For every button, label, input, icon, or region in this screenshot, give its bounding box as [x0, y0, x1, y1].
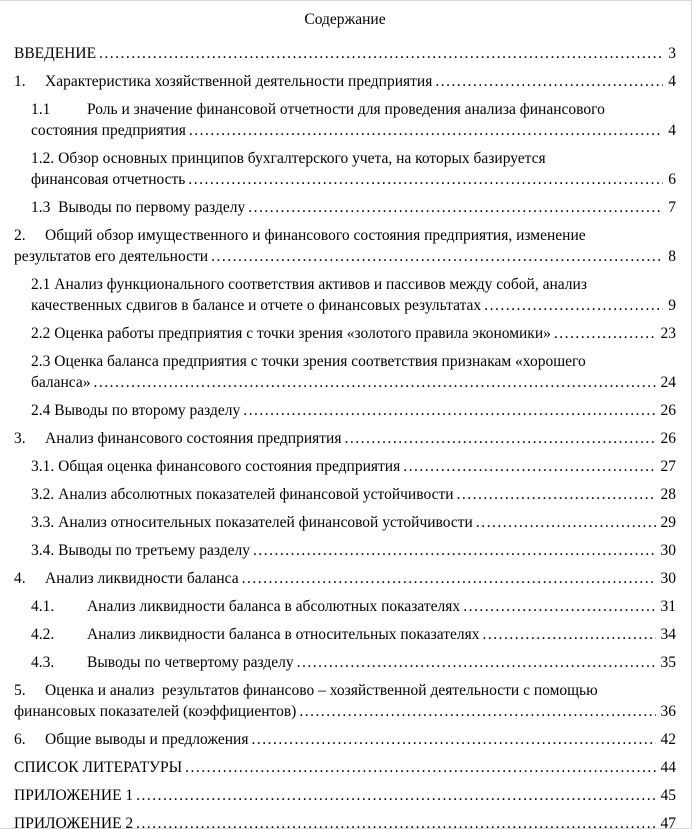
dot-leader: [185, 757, 655, 778]
toc-entry-text: Общий обзор имущественного и финансового состояния предприятия, изменение: [45, 227, 586, 244]
toc-entry-line: [31, 295, 676, 316]
toc-entry-line: [14, 757, 676, 778]
toc-entry[interactable]: [14, 512, 676, 533]
toc-page-number: 30: [660, 570, 676, 587]
toc-entry-line: [31, 652, 676, 673]
dot-leader: [94, 372, 656, 393]
toc-page-number: 4: [668, 73, 676, 90]
toc-entry-text: 1.2. Обзор основных принципов бухгалтерского учета, на которых базируется: [31, 150, 546, 167]
toc-entry-text: ВВЕДЕНИЕ: [14, 45, 97, 62]
toc-entry-line: [31, 372, 676, 393]
toc-entry[interactable]: [14, 568, 676, 589]
toc-page-number: 30: [660, 542, 676, 559]
toc-entry-line: [14, 43, 676, 64]
toc-entry[interactable]: [14, 274, 676, 316]
toc-entry-line: [14, 225, 676, 246]
toc-page-number: 24: [660, 374, 676, 391]
toc-entry-text: баланса»: [31, 374, 91, 391]
dot-leader: [482, 624, 655, 645]
toc-entry-number: 2.: [14, 227, 26, 244]
toc-entry-line: [31, 120, 676, 141]
toc-entry-text: 1.3 Выводы по первому разделу: [31, 199, 246, 216]
toc-entry-text: 2.1 Анализ функционального соответствия активов и пассивов между собой, анализ: [31, 276, 587, 293]
toc-entry-text: Выводы по четвертому разделу: [87, 654, 294, 671]
toc-entry-line: [31, 99, 676, 120]
toc-entry-line: [31, 400, 676, 421]
toc-entry-number: 4.: [14, 570, 26, 587]
toc-entry-number: 5.: [14, 682, 26, 699]
toc-entry-text: Анализ ликвидности баланса в относительных показателях: [87, 626, 480, 643]
toc-page-number: 29: [660, 514, 676, 531]
toc-page-number: 4: [668, 122, 676, 139]
toc-entry-line: [14, 785, 676, 806]
toc-entry-line: [14, 729, 676, 750]
toc-entry-number: 4.3.: [31, 654, 55, 671]
dot-leader: [297, 652, 656, 673]
toc-entry-text: финансовых показателей (коэффициентов): [14, 703, 297, 720]
toc-entry-text: Анализ финансового состояния предприятия: [45, 430, 342, 447]
toc-entry-line: [14, 246, 676, 267]
toc-page-number: 6: [668, 171, 676, 188]
toc-entry-line: [31, 512, 676, 533]
toc-entry[interactable]: [14, 148, 676, 190]
toc-entry-text: Роль и значение финансовой отчетности для проведения анализа финансового: [87, 101, 605, 118]
toc-page-number: 45: [660, 787, 676, 804]
dot-leader: [136, 785, 655, 806]
toc-entry-line: [14, 813, 676, 829]
dot-leader: [248, 197, 663, 218]
toc-page-number: 36: [660, 703, 676, 720]
toc-entry[interactable]: [14, 813, 676, 829]
toc-entry-number: 4.2.: [31, 626, 55, 643]
toc-entry-line: [31, 274, 676, 295]
toc-entry-text: СПИСОК ЛИТЕРАТУРЫ: [14, 759, 183, 776]
toc-entry-line: [31, 197, 676, 218]
toc-entry-line: [14, 428, 676, 449]
toc-page-number: 26: [660, 430, 676, 447]
dot-leader: [484, 295, 663, 316]
dot-leader: [188, 169, 663, 190]
toc-entry[interactable]: [14, 484, 676, 505]
dot-leader: [299, 701, 655, 722]
toc-entry-line: [31, 540, 676, 561]
toc-entry-text: 3.1. Общая оценка финансового состояния предприятия: [31, 458, 401, 475]
toc-entry-number: 6.: [14, 731, 26, 748]
toc-entry-line: [31, 323, 676, 344]
toc-entry-line: [31, 596, 676, 617]
dot-leader: [253, 540, 656, 561]
dot-leader: [403, 456, 655, 477]
toc-entry[interactable]: [14, 624, 676, 645]
toc-entry-text: 3.4. Выводы по третьему разделу: [31, 542, 250, 559]
toc-entry-line: [31, 169, 676, 190]
toc-entry-line: [31, 484, 676, 505]
toc-entry-line: [31, 624, 676, 645]
toc-entry[interactable]: [14, 652, 676, 673]
dot-leader: [211, 246, 663, 267]
toc-entry-text: результатов его деятельности: [14, 248, 209, 265]
toc-entry[interactable]: [14, 400, 676, 421]
toc-entry-text: состояния предприятия: [31, 122, 186, 139]
toc-entry[interactable]: [14, 225, 676, 267]
toc-entry-text: Характеристика хозяйственной деятельности предприятия: [45, 73, 433, 90]
toc-entry-line: [31, 148, 676, 169]
toc-entry-line: [31, 456, 676, 477]
toc-page-number: 27: [660, 458, 676, 475]
toc-entry[interactable]: [14, 456, 676, 477]
toc-page-number: 34: [660, 626, 676, 643]
toc-page-number: 7: [668, 199, 676, 216]
toc-entry[interactable]: [14, 596, 676, 617]
toc-page-number: 26: [660, 402, 676, 419]
toc-entry[interactable]: [14, 71, 676, 92]
dot-leader: [99, 43, 663, 64]
toc-entry[interactable]: [14, 785, 676, 806]
toc-entry-line: [14, 568, 676, 589]
toc-entry-text: качественных сдвигов в балансе и отчете о финансовых результатах: [31, 297, 482, 314]
dot-leader: [463, 596, 655, 617]
dot-leader: [457, 484, 656, 505]
toc-entry-text: Анализ ликвидности баланса в абсолютных показателях: [87, 598, 461, 615]
toc-entry-line: [31, 351, 676, 372]
toc-page-number: 28: [660, 486, 676, 503]
page-title: Содержание: [304, 11, 386, 28]
toc-page-number: 47: [660, 815, 676, 829]
toc-entry-number: 1.1: [31, 101, 51, 118]
toc-page-number: 23: [660, 325, 676, 342]
toc-entry-line: [14, 680, 676, 701]
toc-entry[interactable]: [14, 323, 676, 344]
toc-entry-text: Общие выводы и предложения: [45, 731, 249, 748]
toc-entry[interactable]: [14, 351, 676, 393]
toc-entry-line: [14, 701, 676, 722]
toc-page-number: 9: [668, 297, 676, 314]
toc-entry-text: Анализ ликвидности баланса: [45, 570, 239, 587]
dot-leader: [476, 512, 656, 533]
toc-entry[interactable]: [14, 540, 676, 561]
toc-entry-number: 1.: [14, 73, 26, 90]
toc-entry[interactable]: [14, 99, 676, 141]
toc-page-number: 8: [668, 248, 676, 265]
dot-leader: [251, 729, 655, 750]
toc-page-number: 31: [660, 598, 676, 615]
dot-leader: [243, 400, 655, 421]
toc-entry-text: 2.2 Оценка работы предприятия с точки зрения «золотого правила экономики»: [31, 325, 551, 342]
toc-entry[interactable]: [14, 428, 676, 449]
dot-leader: [344, 428, 655, 449]
toc-entry-number: 4.1.: [31, 598, 55, 615]
dot-leader: [242, 568, 656, 589]
toc-page-number: 3: [668, 45, 676, 62]
dot-leader: [189, 120, 663, 141]
dot-leader: [554, 323, 656, 344]
dot-leader: [136, 813, 655, 829]
toc-entry[interactable]: [14, 757, 676, 778]
toc-page-number: 44: [660, 759, 676, 776]
toc-entry[interactable]: [14, 197, 676, 218]
toc-page-number: 35: [660, 654, 676, 671]
toc-entry-text: ПРИЛОЖЕНИЕ 2: [14, 815, 134, 829]
toc-entry-text: 2.3 Оценка баланса предприятия с точки зрения соответствия признакам «хорошего: [31, 353, 586, 370]
toc-entry-text: 3.2. Анализ абсолютных показателей финансовой устойчивости: [31, 486, 454, 503]
toc-list: [14, 43, 676, 829]
dot-leader: [435, 71, 663, 92]
toc-entry-text: финансовая отчетность: [31, 171, 186, 188]
toc-entry[interactable]: [14, 729, 676, 750]
toc-page-number: 42: [660, 731, 676, 748]
toc-entry-line: [14, 71, 676, 92]
toc-entry-number: 3.: [14, 430, 26, 447]
toc-entry[interactable]: [14, 43, 676, 64]
toc-entry-text: Оценка и анализ результатов финансово – хозяйственной деятельности с помощью: [45, 682, 598, 699]
toc-entry-text: ПРИЛОЖЕНИЕ 1: [14, 787, 134, 804]
toc-entry-text: 2.4 Выводы по второму разделу: [31, 402, 241, 419]
toc-entry-text: 3.3. Анализ относительных показателей финансовой устойчивости: [31, 514, 473, 531]
toc-entry[interactable]: [14, 680, 676, 722]
